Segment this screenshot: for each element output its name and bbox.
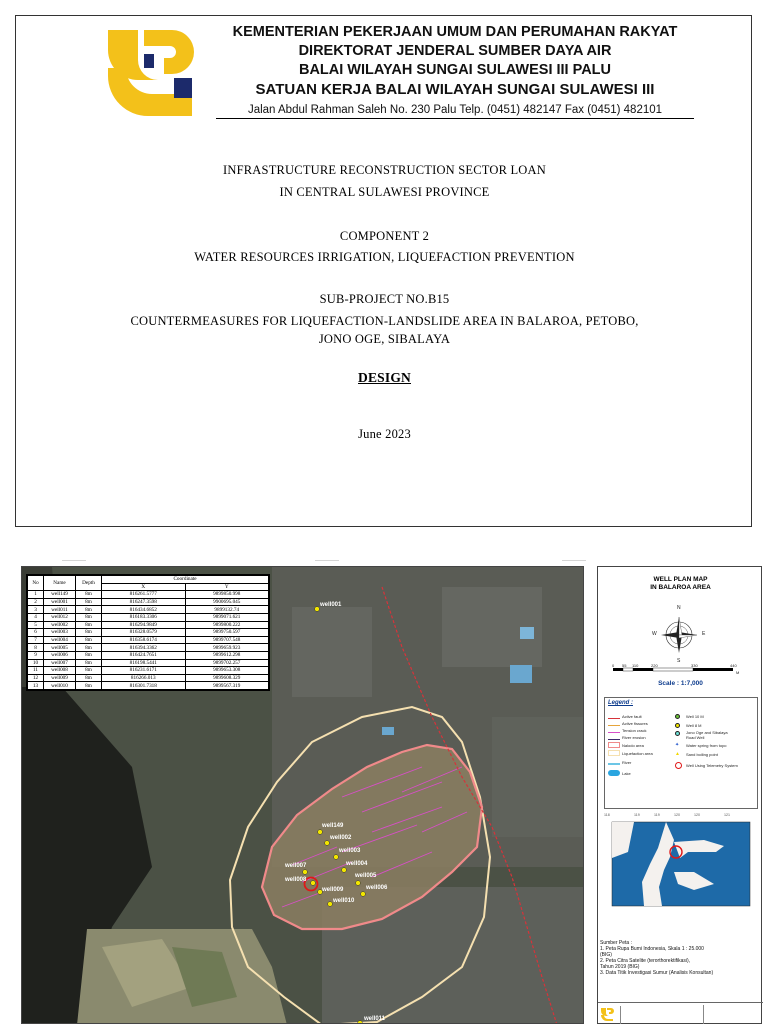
project-title-line1: INFRASTRUCTURE RECONSTRUCTION SECTOR LOAN: [223, 163, 546, 177]
map-title: [598, 576, 763, 592]
legend-item: River erosion: [608, 735, 646, 740]
river-basin-office: BALAI WILAYAH SUNGAI SULAWESI III PALU: [298, 62, 612, 78]
legend-item: Active fault: [608, 714, 642, 719]
well-label-010: well010: [333, 898, 355, 904]
scale-unit: M: [736, 670, 740, 675]
map-sources: [600, 940, 760, 976]
legend-item: River: [608, 760, 631, 765]
map-grid-tick: ——————: [562, 557, 586, 562]
compass-n: N: [677, 605, 681, 611]
well-label-011: well011: [364, 1016, 386, 1022]
compass-w: W: [652, 631, 657, 637]
location-inset-map: [604, 812, 758, 914]
ministry-name: KEMENTERIAN PEKERJAAN UMUM DAN PERUMAHAN RAKYAT: [232, 24, 678, 40]
source-item: 2. Peta Citra Satelite (terorthorektifikasi),: [600, 958, 691, 964]
well-coordinate-table: [26, 574, 270, 691]
scale-tick: 0: [612, 663, 615, 668]
scale-tick: 55: [622, 663, 627, 668]
source-item: Tahun 2019 (BIG): [600, 964, 640, 970]
legend-item: ▲ Sand boiling point: [675, 751, 718, 757]
map-title-line1: WELL PLAN MAP: [653, 576, 708, 583]
table-row: 13 well010 8m 816301.7318 9899567.319: [28, 682, 269, 690]
legend-item: Active fissures: [608, 721, 648, 726]
source-item: 3. Data Titik Investigasi Sumur (Analisis Konsultan): [600, 970, 714, 976]
table-row: 8 well005 8m 816394.3362 9899659.923: [28, 644, 269, 652]
title-block-project: [703, 1005, 761, 1024]
well-label-008: well008: [285, 877, 307, 883]
source-item: (BIG): [600, 952, 612, 958]
well-label-009: well009: [322, 887, 344, 893]
well-label-006: well006: [366, 885, 388, 891]
title-block-org: [620, 1006, 700, 1024]
water-spring-icon: ✦: [675, 742, 680, 748]
scale-tick: 220: [651, 663, 658, 668]
legend-item: Well Using Telemetry System: [675, 762, 738, 769]
line-icon: [608, 718, 620, 719]
col-x: X: [102, 583, 186, 591]
directorate-name: DIREKTORAT JENDERAL SUMBER DAYA AIR: [298, 43, 612, 59]
line-icon: [608, 725, 620, 726]
table-row: 10 well007 8m 816198.5441 9899702.257: [28, 659, 269, 667]
inset-lon-label: 120: [674, 813, 680, 817]
sources-title: Sumber Peta :: [600, 940, 632, 946]
well-label-002: well002: [330, 835, 352, 841]
well-label-005: well005: [355, 873, 377, 879]
table-row: 11 well008 8m 816231.6171 9899653.308: [28, 667, 269, 675]
subproject-description-line1: COUNTERMEASURES FOR LIQUEFACTION-LANDSLIDE AREA IN BALAROA, PETOBO,: [130, 314, 639, 328]
subproject-number: SUB-PROJECT NO.B15: [319, 292, 450, 306]
legend-item: Liquefaction area: [608, 750, 653, 756]
well-label-004: well004: [346, 861, 368, 867]
drawing-title-block: [598, 1002, 763, 1024]
col-depth: Depth: [76, 576, 102, 591]
source-item: 1. Peta Rupa Bumi Indonesia, Skala 1 : 25.000: [600, 946, 704, 952]
telemetry-icon: [675, 762, 682, 769]
col-coordinate: Coordinate: [102, 576, 269, 584]
office-address: Jalan Abdul Rahman Saleh No. 230 Palu Telp. (0451) 482147 Fax (0451) 482101: [247, 104, 663, 116]
line-icon: [608, 732, 620, 733]
well-10m-icon: [675, 714, 680, 719]
col-name: Name: [44, 576, 76, 591]
legend-item: Lake: [608, 770, 631, 776]
table-row: 9 well006 8m 816424.7651 9899612.298: [28, 651, 269, 659]
line-icon: [608, 739, 620, 740]
well-label-001: well001: [320, 602, 342, 608]
legend-item: Well 8 M: [675, 723, 701, 728]
subproject-description-line2: JONO OGE, SIBALAYA: [318, 332, 451, 346]
component-description: WATER RESOURCES IRRIGATION, LIQUEFACTION PREVENTION: [194, 250, 575, 264]
col-no: No: [28, 576, 44, 591]
polygon-icon: [608, 742, 620, 748]
pupr-logo: [104, 24, 198, 122]
map-grid-tick: ——————: [62, 557, 86, 562]
document-date: June 2023: [358, 427, 411, 441]
scale-ratio: Scale : 1:7,000: [658, 680, 703, 687]
legend-title: Legend :: [608, 700, 633, 706]
table-row: 6 well003 8m 816328.0579 9899750.597: [28, 629, 269, 637]
map-title-line2: IN BALAROA AREA: [650, 584, 711, 591]
legend-item: Nalodo area: [608, 742, 644, 748]
table-row: 3 well011 8m 816434.6852 9899132.74: [28, 606, 269, 614]
scale-tick: 440: [730, 663, 737, 668]
legend-item: ✦ Water spring from topo: [675, 742, 727, 748]
map-grid-tick: ——————: [315, 557, 339, 562]
well-label-007: well007: [285, 863, 307, 869]
col-y: Y: [185, 583, 269, 591]
table-row: 7 well004 8m 816358.6174 9899707.548: [28, 636, 269, 644]
document-type: DESIGN: [358, 370, 411, 385]
map-page: [0, 545, 768, 1024]
table-row: 1 well149 8m 816261.5777 9899850.998: [28, 591, 269, 599]
compass-s: S: [677, 658, 681, 664]
legend-item: Jono Oge and Sibalaya Road Well: [675, 731, 738, 740]
satellite-map[interactable]: [21, 566, 584, 1024]
cover-page: [15, 15, 752, 527]
river-icon: [608, 761, 620, 765]
compass-e: E: [702, 631, 706, 637]
pupr-small-logo: [600, 1007, 614, 1021]
scale-bar: [608, 660, 748, 680]
table-row: 12 well009 8m 816266.013 9899608.329: [28, 674, 269, 682]
work-unit: SATUAN KERJA BALAI WILAYAH SUNGAI SULAWESI III: [255, 81, 655, 98]
component-number: COMPONENT 2: [339, 229, 430, 243]
legend: [604, 697, 758, 809]
table-row: 2 well001 8m 816247.3598 9900695.045: [28, 598, 269, 606]
legend-item: Well 10 M: [675, 714, 704, 719]
legend-item: Tension crack: [608, 728, 646, 733]
inset-lon-label: 118: [604, 813, 610, 817]
scale-tick: 330: [691, 663, 698, 668]
table-row: 5 well002 8m 816294.9849 9899800.222: [28, 621, 269, 629]
north-arrow-icon: [651, 607, 707, 663]
scale-tick: 110: [632, 663, 639, 668]
well-8m-icon: [675, 723, 680, 728]
well-label-003: well003: [339, 848, 361, 854]
map-side-panel: [597, 566, 762, 1024]
well-label-149: well149: [322, 823, 344, 829]
inset-lon-label: 121: [724, 813, 730, 817]
header-rule: [216, 118, 694, 119]
project-title-line2: IN CENTRAL SULAWESI PROVINCE: [279, 185, 490, 199]
sand-boiling-icon: ▲: [675, 751, 680, 757]
road-well-icon: [675, 731, 680, 736]
polygon-icon: [608, 750, 620, 756]
inset-lon-label: 119: [634, 813, 640, 817]
inset-lon-label: 120: [694, 813, 700, 817]
table-row: 4 well012 8m 816183.3306 9899071.621: [28, 613, 269, 621]
inset-lon-label: 119: [654, 813, 660, 817]
lake-icon: [608, 770, 620, 776]
